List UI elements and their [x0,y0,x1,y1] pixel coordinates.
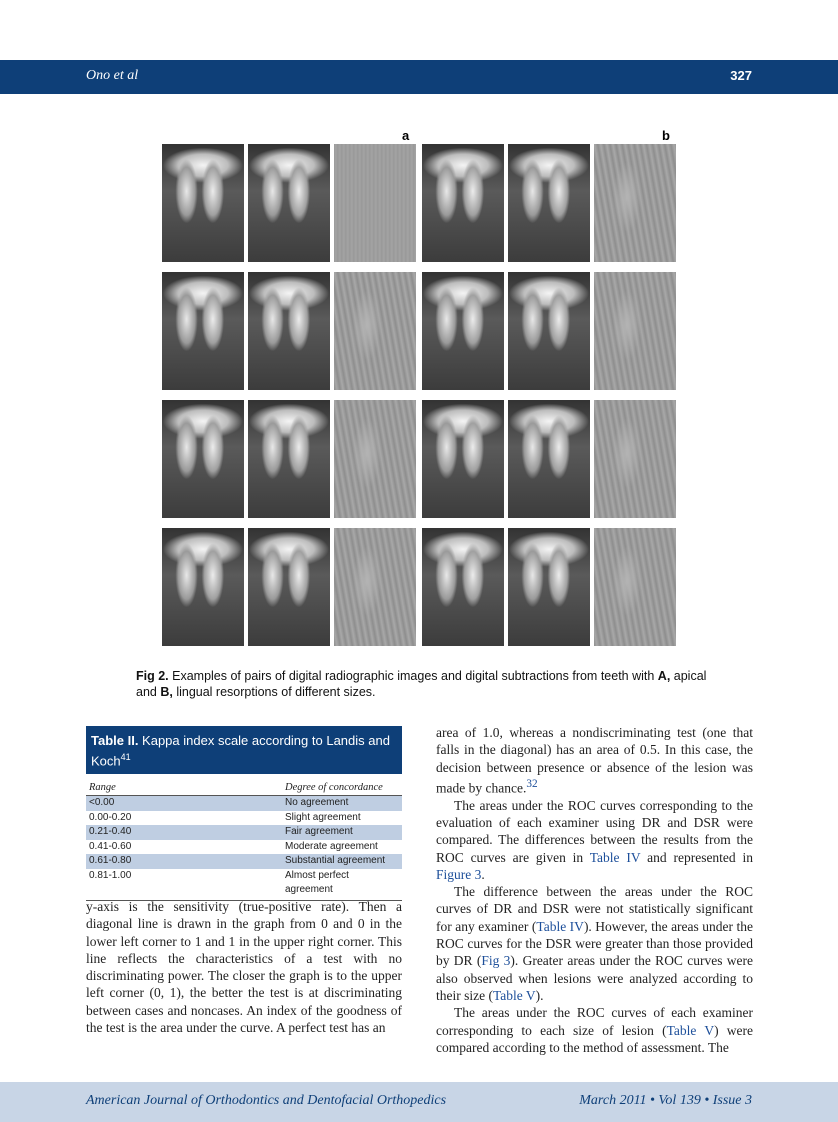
footer-journal: American Journal of Orthodontics and Dentofacial Orthopedics [86,1093,447,1108]
paragraph [436,883,753,1004]
subtraction-image [594,528,676,646]
paragraph [436,1004,753,1056]
caption-text: Examples of pairs of digital radiographic images and digital subtractions from teeth with [168,669,658,683]
subtraction-image [334,400,416,518]
right-column-text [436,724,753,1056]
radiograph-image [508,400,590,518]
caption-label: Fig 2. [136,669,169,683]
table-link[interactable]: Table IV [536,918,584,934]
cell-degree: Substantial agreement [285,855,386,867]
cell-degree: No agreement [285,797,349,809]
table-row [86,825,402,840]
table-row [86,869,402,898]
text: The areas under the ROC curves corresponding to the evaluation of each examiner using DR and DSR were compared. The differences between the results from the ROC curves are given in [436,797,753,865]
radiograph-image [162,272,244,390]
cell-degree: Moderate agreement [285,840,378,852]
table-row [86,854,402,869]
running-footer [0,1082,838,1122]
subtraction-image [594,400,676,518]
text: The areas under the ROC curves of each examiner corresponding to each size of lesion ( [436,1005,753,1038]
radiograph-image [162,144,244,262]
caption-text: lingual resorptions of different sizes. [172,685,376,699]
radiograph-image [508,144,590,262]
paragraph [436,724,753,797]
citation-link[interactable]: 32 [526,777,538,790]
cell-range: 0.61-0.80 [89,855,132,867]
radiograph-image [248,400,330,518]
footer-issue: March 2011 • Vol 139 • Issue 3 [579,1093,752,1108]
kappa-table [86,726,402,901]
subtraction-image [594,144,676,262]
cell-range: 0.41-0.60 [89,840,132,852]
paragraph [436,797,753,883]
subtraction-image [334,272,416,390]
radiograph-image [422,528,504,646]
radiograph-image [248,272,330,390]
radiograph-image [248,144,330,262]
figure-link[interactable]: Figure 3 [436,866,482,882]
radiograph-image [422,272,504,390]
table-link[interactable]: Table IV [589,849,641,865]
table-title-ref: 41 [120,752,131,762]
caption-panel-b: B, [160,685,173,699]
header-page-number: 327 [730,68,752,83]
cell-range: <0.00 [89,797,115,809]
caption-panel-a: A, [657,669,671,683]
table-row [86,796,402,811]
radiograph-image [162,528,244,646]
text: ). [535,987,544,1003]
figure-2 [162,128,676,652]
figure-caption [136,668,716,700]
radiograph-image [508,272,590,390]
subtraction-image [594,272,676,390]
table-link[interactable]: Table V [666,1022,715,1038]
text: . [481,866,485,882]
cell-range: 0.81-1.00 [89,869,132,881]
panel-label-b: b [662,128,670,143]
text: The difference between the areas under the ROC curves of DR and DSR were not statistically significant for any examiner ( [436,884,753,934]
left-column-text [86,898,402,1036]
table-row [86,811,402,826]
table-title [86,726,402,774]
table-link[interactable]: Table V [492,987,536,1003]
text: ). However, the areas under the ROC curves for the DSR were greater than those provided by DR ( [436,918,753,969]
subtraction-image [334,528,416,646]
header-authors: Ono et al [86,68,139,83]
radiograph-image [422,144,504,262]
text: area of 1.0, whereas a nondiscriminating test (one that falls in the diagonal) has an area of 0.5. In this case, the decision between presence or absence of the lesion was made by chance. [436,725,753,796]
table-label: Table II. [91,733,139,748]
paragraph: y-axis is the sensitivity (true-positive rate). Then a diagonal line is drawn in the graph from 0 and 0 in the lower left corner to 1 and 1 in the upper right corner. This line reflects the characteristics of a test with no discriminating power. The closer the graph is to the upper left corner (0, 1), the better the test is at discriminating between cases and noncases. An index of the goodness of the test is the area under the curve. A perfect test has an [86,899,402,1036]
col-header-range: Range [89,782,116,794]
radiograph-image [248,528,330,646]
subtraction-image [334,144,416,262]
text: ). Greater areas under the ROC curves were also observed when lesions were analyzed according to their size ( [436,953,753,1003]
figure-link[interactable]: Fig 3 [481,953,511,969]
table-title-text: Kappa index scale according to Landis and Koch [91,733,390,769]
col-header-degree: Degree of concordance [285,782,383,794]
panel-label-a: a [402,128,410,143]
cell-degree: Fair agreement [285,826,353,838]
text: and represented in [640,849,753,865]
radiograph-image [422,400,504,518]
text: ) were compared according to the method of assessment. The [436,1022,754,1055]
radiograph-grid [162,144,676,652]
radiograph-image [508,528,590,646]
table-row [86,840,402,855]
cell-range: 0.00-0.20 [89,811,132,823]
cell-degree: Almost perfect agreement [285,869,349,896]
cell-range: 0.21-0.40 [89,826,132,838]
cell-degree: Slight agreement [285,811,361,823]
radiograph-image [162,400,244,518]
caption-text: apical and [136,669,707,699]
running-header [0,60,838,94]
table-header-row [86,776,402,796]
